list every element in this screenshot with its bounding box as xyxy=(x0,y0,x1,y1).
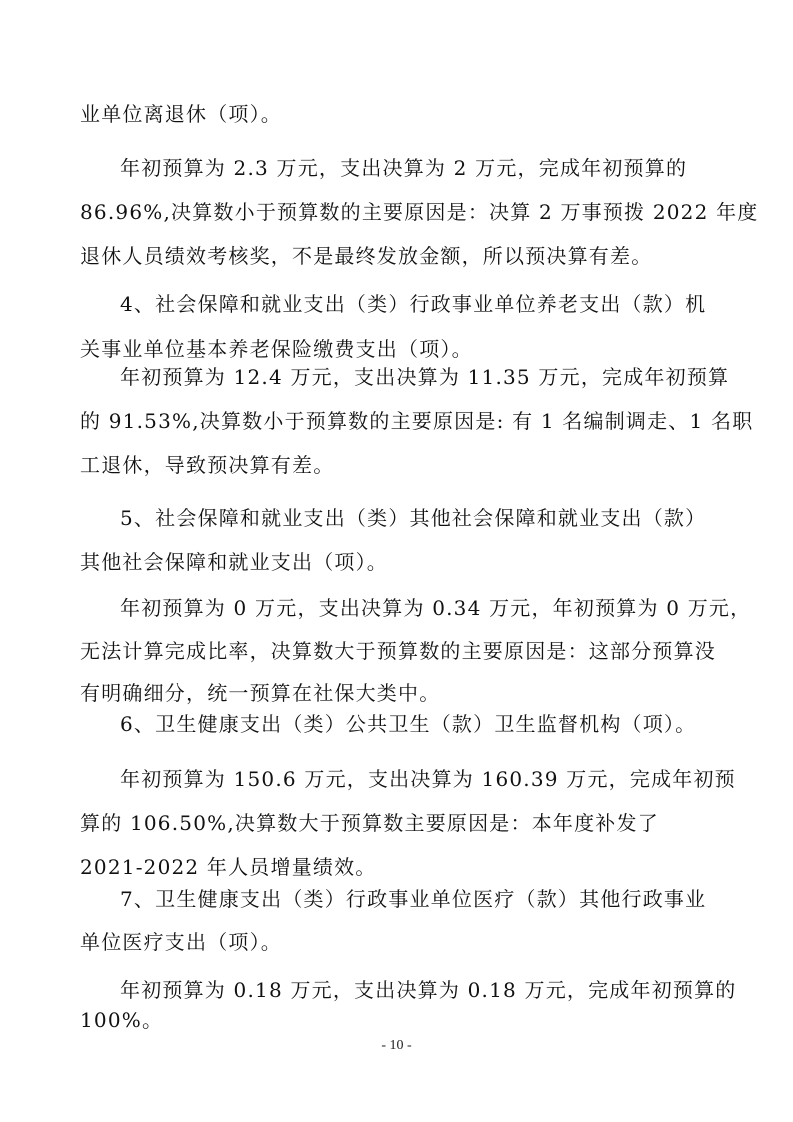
text-line: 5、社会保障和就业支出（类）其他社会保障和就业支出（款） xyxy=(120,506,707,530)
text-line: 其他社会保障和就业支出（项）。 xyxy=(80,550,388,574)
text-line: 有明确细分，统一预算在社保大类中。 xyxy=(80,681,441,705)
text-line: 业单位离退休（项）。 xyxy=(80,102,282,126)
text-line: 86.96%,决算数小于预算数的主要原因是：决算 2 万事预拨 2022 年度 xyxy=(80,200,759,224)
text-line: 100%。 xyxy=(80,1008,164,1032)
text-line: 4、社会保障和就业支出（类）行政事业单位养老支出（款）机 xyxy=(120,292,707,316)
text-line: 关事业单位基本养老保险缴费支出（项）。 xyxy=(80,337,473,361)
text-line: 年初预算为 12.4 万元，支出决算为 11.35 万元，完成年初预算 xyxy=(120,365,730,389)
text-line: 2021-2022 年人员增量绩效。 xyxy=(80,855,377,879)
text-line: 退休人员绩效考核奖，不是最终发放金额，所以预决算有差。 xyxy=(80,244,653,268)
text-line: 6、卫生健康支出（类）公共卫生（款）卫生监督机构（项）。 xyxy=(120,712,697,736)
page-number: - 10 - xyxy=(381,1038,412,1053)
text-line: 算的 106.50%,决算数大于预算数主要原因是：本年度补发了 xyxy=(80,811,659,835)
text-line: 的 91.53%,决算数小于预算数的主要原因是: 有 1 名编制调走、1 名职 xyxy=(80,409,754,433)
text-line: 年初预算为 150.6 万元，支出决算为 160.39 万元，完成年初预 xyxy=(120,767,736,791)
text-line: 年初预算为 0 万元，支出决算为 0.34 万元，年初预算为 0 万元， xyxy=(120,596,752,620)
text-line: 工退休，导致预决算有差。 xyxy=(80,453,335,477)
text-line: 单位医疗支出（项）。 xyxy=(80,930,282,954)
text-line: 年初预算为 0.18 万元，支出决算为 0.18 万元，完成年初预算的 xyxy=(120,978,737,1002)
text-line: 7、卫生健康支出（类）行政事业单位医疗（款）其他行政事业 xyxy=(120,887,707,911)
text-line: 年初预算为 2.3 万元，支出决算为 2 万元，完成年初预算的 xyxy=(120,156,688,180)
text-line: 无法计算完成比率，决算数大于预算数的主要原因是：这部分预算没 xyxy=(80,639,716,663)
